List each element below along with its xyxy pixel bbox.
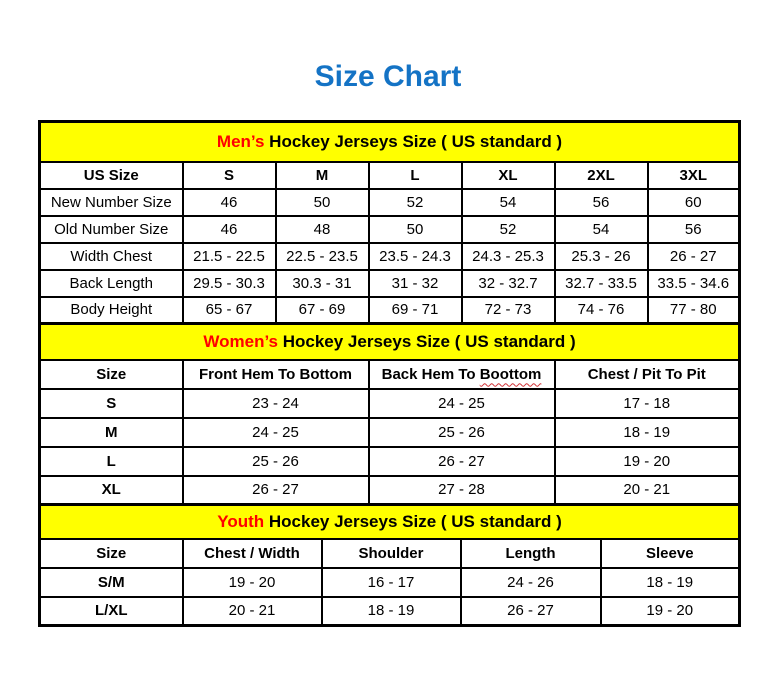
cell-value: 25.3 - 26 [555,243,648,270]
column-header: 2XL [555,162,648,189]
column-header: Size [40,539,183,568]
column-header: Shoulder [322,539,461,568]
cell-value: 26 - 27 [369,447,555,476]
table-row [40,418,740,447]
row-label: S [40,389,183,418]
womens-section-highlight: Women’s [203,331,278,351]
cell-value: 24.3 - 25.3 [462,243,555,270]
youth-section-header [40,505,740,539]
table-row [40,447,740,476]
youth-section-highlight: Youth [217,511,265,531]
page-title: Size Chart [314,60,462,93]
cell-value: 24 - 25 [183,418,369,447]
cell-value: 19 - 20 [183,568,322,597]
cell-value: 26 - 27 [183,476,369,505]
cell-value: 46 [183,216,276,243]
cell-value: 19 - 20 [555,447,740,476]
cell-value: 26 - 27 [648,243,740,270]
cell-value: 33.5 - 34.6 [648,270,740,297]
column-header: Chest / Pit To Pit [555,360,740,389]
table-row [40,243,740,270]
cell-value: 25 - 26 [183,447,369,476]
table-row [40,389,740,418]
cell-value: 50 [369,216,462,243]
cell-value: 23.5 - 24.3 [369,243,462,270]
cell-value: 54 [462,189,555,216]
row-label: M [40,418,183,447]
table-row [40,216,740,243]
row-label: S/M [40,568,183,597]
cell-value: 22.5 - 23.5 [276,243,369,270]
size-chart-tables [38,120,738,627]
table-row [40,568,740,597]
cell-value: 50 [276,189,369,216]
cell-value: 60 [648,189,740,216]
table-row [40,297,740,324]
cell-value: 23 - 24 [183,389,369,418]
mens-size-table [38,120,741,325]
table-row [40,189,740,216]
cell-value: 54 [555,216,648,243]
cell-value: 46 [183,189,276,216]
cell-value: 32 - 32.7 [462,270,555,297]
cell-value: 69 - 71 [369,297,462,324]
cell-value: 17 - 18 [555,389,740,418]
column-header: Size [40,360,183,389]
column-header: S [183,162,276,189]
cell-value: 19 - 20 [601,597,740,626]
cell-value: 16 - 17 [322,568,461,597]
cell-value: 25 - 26 [369,418,555,447]
mens-section-highlight: Men’s [216,131,265,151]
cell-value: 32.7 - 33.5 [555,270,648,297]
cell-value: 56 [648,216,740,243]
womens-section-title-rest: Hockey Jerseys Size ( US standard ) [278,331,576,351]
row-label: XL [40,476,183,505]
table-row [40,597,740,626]
cell-value: 30.3 - 31 [276,270,369,297]
cell-value: 72 - 73 [462,297,555,324]
table-row [40,270,740,297]
youth-size-table [38,503,741,627]
cell-value: 52 [462,216,555,243]
column-header: L [369,162,462,189]
column-header: Front Hem To Bottom [183,360,369,389]
cell-value: 20 - 21 [555,476,740,505]
cell-value: 77 - 80 [648,297,740,324]
column-header: Length [461,539,601,568]
row-label: Old Number Size [40,216,183,243]
womens-section-header [40,324,740,360]
row-label: L/XL [40,597,183,626]
cell-value: 31 - 32 [369,270,462,297]
column-header: US Size [40,162,183,189]
misspelled-word: Boottom [479,365,542,383]
column-header: XL [462,162,555,189]
cell-value: 20 - 21 [183,597,322,626]
cell-value: 24 - 26 [461,568,601,597]
cell-value: 29.5 - 30.3 [183,270,276,297]
column-header: 3XL [648,162,740,189]
cell-value: 24 - 25 [369,389,555,418]
column-header: Back Hem To Boottom [369,360,555,389]
cell-value: 26 - 27 [461,597,601,626]
cell-value: 21.5 - 22.5 [183,243,276,270]
column-header: Sleeve [601,539,740,568]
row-label: Width Chest [40,243,183,270]
column-header: M [276,162,369,189]
row-label: L [40,447,183,476]
table-row [40,476,740,505]
cell-value: 18 - 19 [322,597,461,626]
cell-value: 74 - 76 [555,297,648,324]
womens-size-table [38,322,741,506]
cell-value: 48 [276,216,369,243]
cell-value: 18 - 19 [601,568,740,597]
row-label: Back Length [40,270,183,297]
row-label: New Number Size [40,189,183,216]
mens-section-title-rest: Hockey Jerseys Size ( US standard ) [264,131,563,151]
mens-section-header [40,122,740,162]
cell-value: 65 - 67 [183,297,276,324]
column-header: Chest / Width [183,539,322,568]
youth-section-title-rest: Hockey Jerseys Size ( US standard ) [264,511,562,531]
cell-value: 18 - 19 [555,418,740,447]
cell-value: 27 - 28 [369,476,555,505]
cell-value: 56 [555,189,648,216]
cell-value: 67 - 69 [276,297,369,324]
row-label: Body Height [40,297,183,324]
cell-value: 52 [369,189,462,216]
